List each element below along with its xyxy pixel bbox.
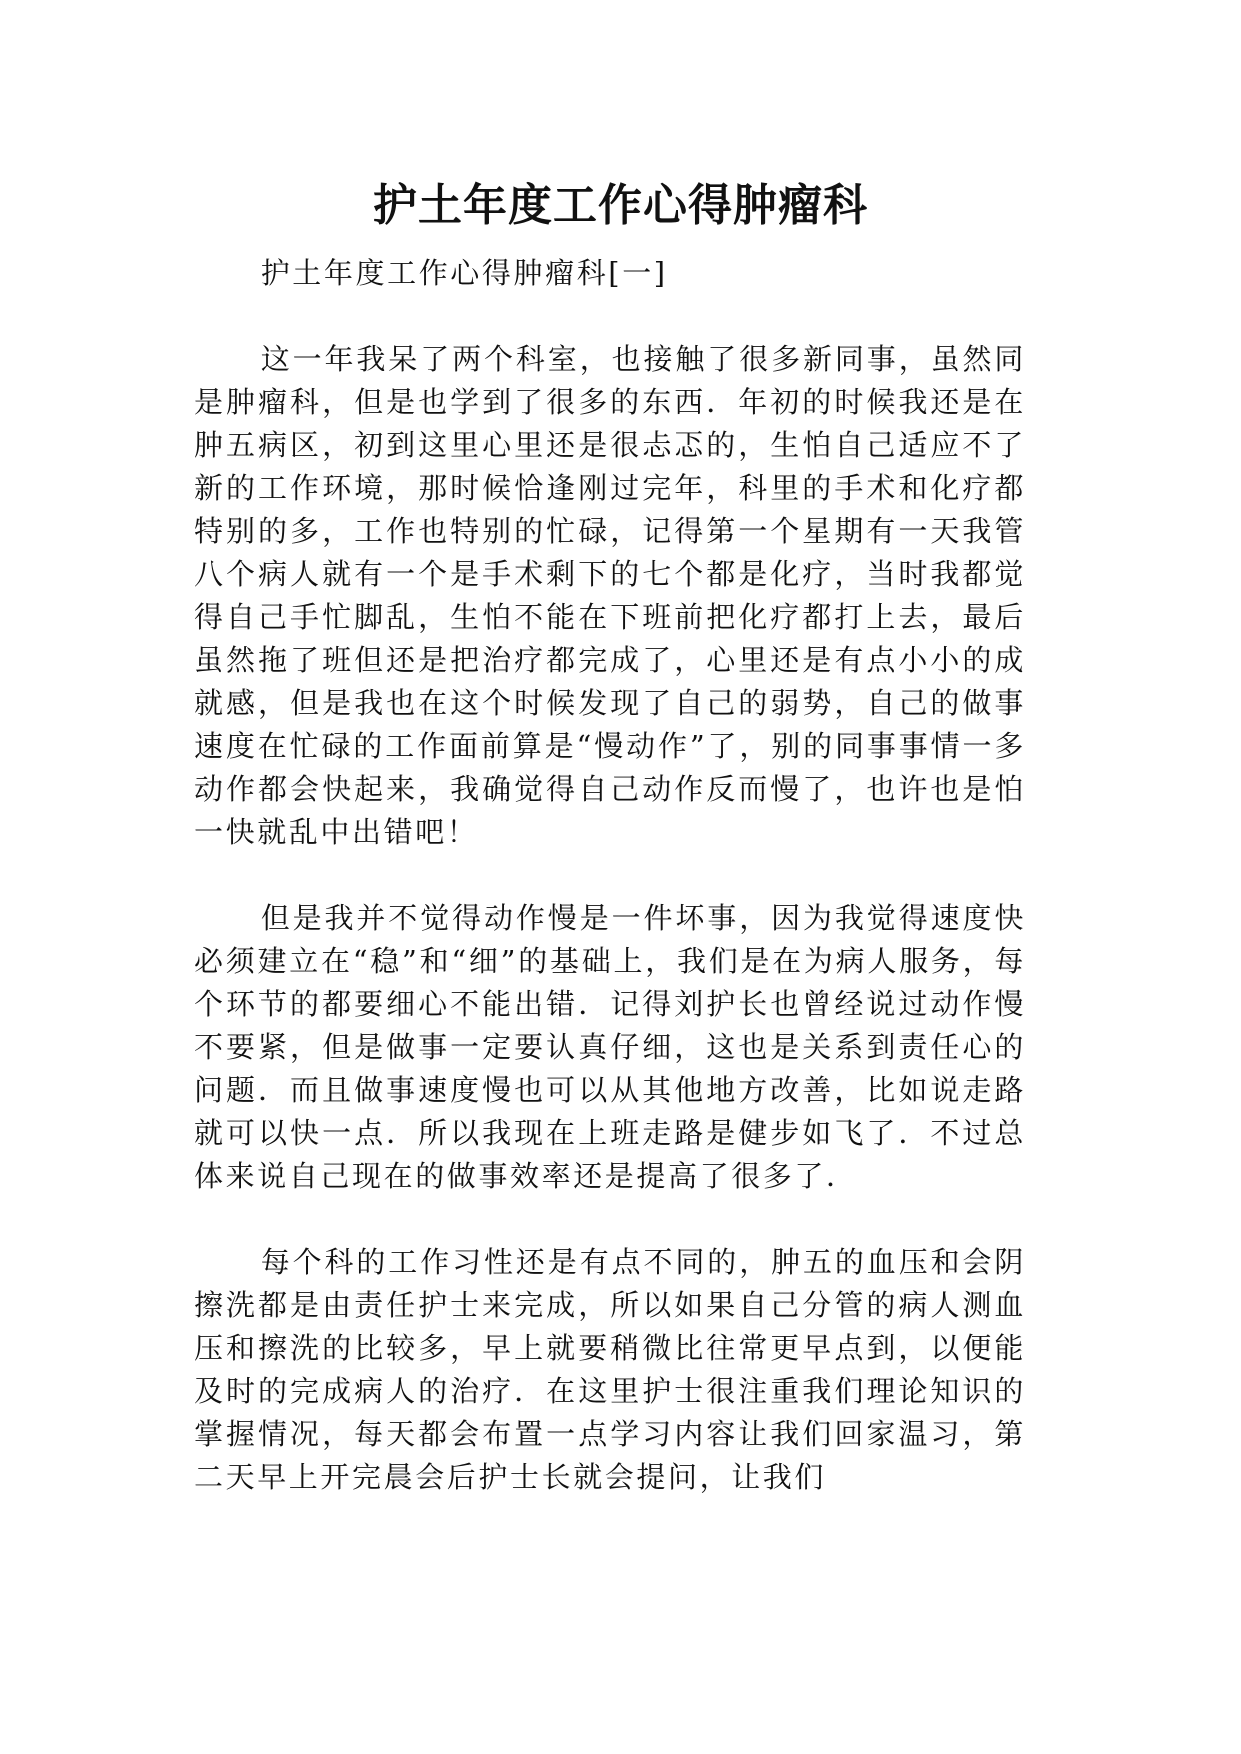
paragraph-2: 但是我并不觉得动作慢是一件坏事，因为我觉得速度快必须建立在“稳”和“细”的基础上，我们是在为病人服务，每个环节的都要细心不能出错．记得刘护长也曾经说过动作慢不要紧，但是做事一定要认真仔细，这也是关系到责任心的问题．而且做事速度慢也可以从其他地方改善，比如说走路就可以快一点．所以我现在上班走路是健步如飞了．不过总体来说自己现在的做事效率还是提高了很多了． — [194, 901, 1026, 1193]
section-heading: 护土年度工作心得肿瘤科[一] — [260, 256, 668, 290]
document-body — [194, 252, 1026, 1542]
paragraph-1: 这一年我呆了两个科室，也接触了很多新同事，虽然同是肿瘤科，但是也学到了很多的东西．年初的时候我还是在肿五病区，初到这里心里还是很忐忑的，生怕自己适应不了新的工作环境，那时候恰逢刚过完年，科里的手术和化疗都特别的多，工作也特别的忙碌，记得第一个星期有一天我管八个病人就有一个是手术剩下的七个都是化疗，当时我都觉得自己手忙脚乱，生怕不能在下班前把化疗都打上去，最后虽然拖了班但还是把治疗都完成了，心里还是有点小小的成就感，但是我也在这个时候发现了自己的弱势，自己的做事速度在忙碌的工作面前算是“慢动作”了，别的同事事情一多动作都会快起来，我确觉得自己动作反而慢了，也许也是怕一快就乱中出错吧！ — [194, 342, 1026, 849]
paragraph-3: 每个科的工作习性还是有点不同的，肿五的血压和会阴擦洗都是由责任护士来完成，所以如果自己分管的病人测血压和擦洗的比较多，早上就要稍微比往常更早点到，以便能及时的完成病人的治疗．在这里护士很注重我们理论知识的掌握情况，每天都会布置一点学习内容让我们回家温习，第二天早上开完晨会后护士长就会提问，让我们 — [194, 1245, 1026, 1494]
document-title: 护土年度工作心得肿瘤科 — [373, 180, 868, 231]
